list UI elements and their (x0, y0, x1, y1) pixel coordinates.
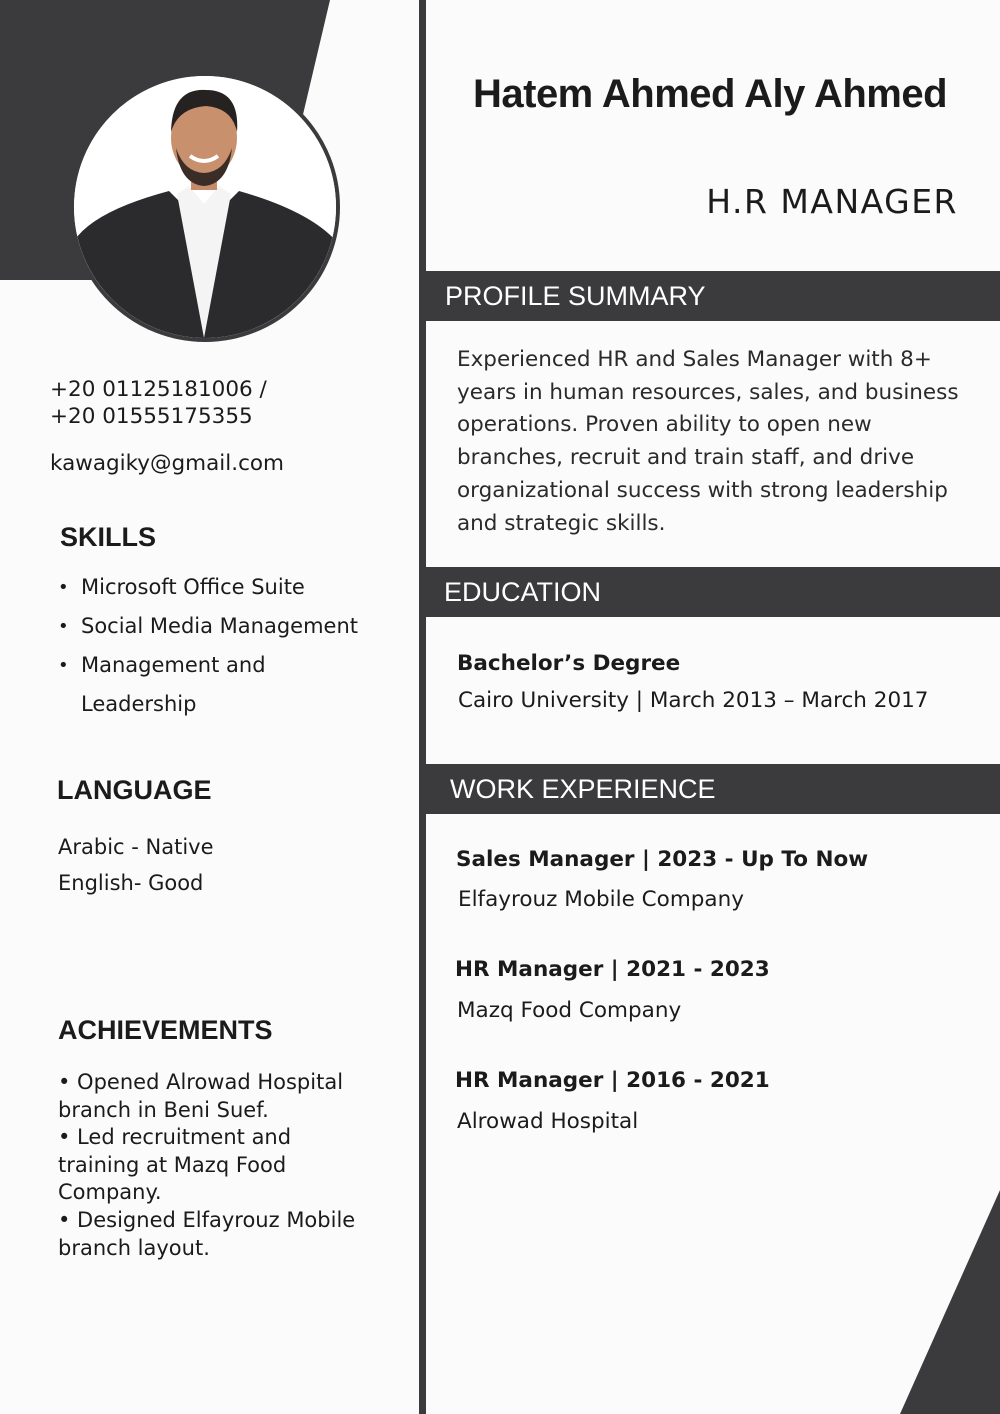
achievements-heading: ACHIEVEMENTS (58, 1015, 273, 1045)
education-details: Cairo University | March 2013 – March 2017 (458, 688, 929, 713)
candidate-name: Hatem Ahmed Aly Ahmed (472, 72, 948, 116)
job-entry-company: Mazq Food Company (457, 998, 682, 1023)
profile-summary-text: Experienced HR and Sales Manager with 8+ years in human resources, sales, and business operations. Proven ability to open new branches, recruit and train staff, and drive organizational success with strong leadership and strategic skills. (457, 347, 959, 536)
job-title: H.R MANAGER (706, 182, 958, 221)
job-entry-title: HR Manager | 2021 - 2023 (455, 957, 770, 982)
skill-item: • Social Media Management (58, 607, 398, 646)
column-divider (419, 0, 426, 1414)
achievement-item: • Led recruitment and training at Mazq Food Company. (58, 1125, 292, 1205)
job-entry-title: HR Manager | 2016 - 2021 (455, 1068, 770, 1093)
language-item: Arabic - Native (58, 835, 214, 859)
contact-phone-1: +20 01125181006 / (50, 377, 267, 402)
achievement-item: • Designed Elfayrouz Mobile branch layout. (58, 1207, 356, 1260)
decor-bottom-right-shape (900, 1190, 1000, 1414)
contact-phone-2: +20 01555175355 (50, 404, 253, 429)
achievements-list (58, 1069, 398, 1262)
job-entry-company: Elfayrouz Mobile Company (458, 887, 744, 912)
skills-list (58, 568, 398, 724)
skill-item: • Management and Leadership (58, 646, 311, 724)
job-entry-company: Alrowad Hospital (457, 1109, 639, 1134)
contact-email: kawagiky@gmail.com (50, 451, 285, 476)
education-degree: Bachelor’s Degree (457, 651, 681, 676)
language-item: English- Good (58, 871, 204, 895)
achievement-item: • Opened Alrowad Hospital branch in Beni Suef. (58, 1070, 344, 1122)
job-entry-title: Sales Manager | 2023 - Up To Now (456, 847, 869, 872)
profile-photo (70, 72, 340, 342)
education-heading: EDUCATION (426, 567, 1000, 617)
profile-summary-heading: PROFILE SUMMARY (426, 271, 1000, 321)
language-heading: LANGUAGE (57, 775, 212, 805)
person-portrait-icon (74, 76, 336, 338)
work-experience-heading: WORK EXPERIENCE (426, 764, 1000, 814)
skills-heading: SKILLS (60, 522, 157, 552)
skill-item: • Microsoft Office Suite (58, 568, 398, 607)
